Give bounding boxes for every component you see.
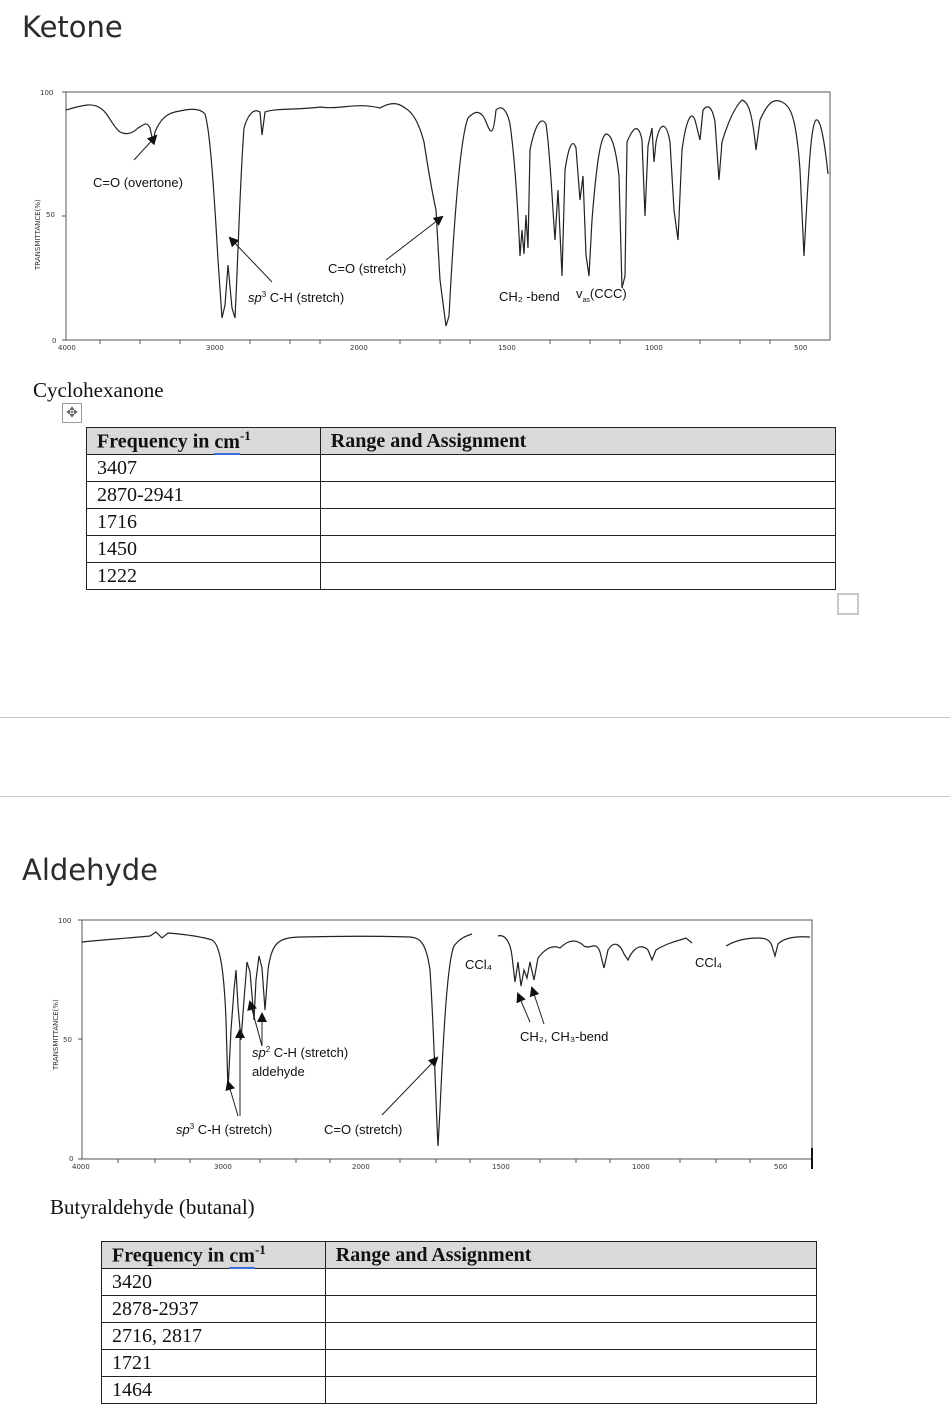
frequency-cell: 2878-2937	[102, 1296, 326, 1323]
assignment-cell[interactable]	[320, 455, 835, 482]
assignment-cell[interactable]	[320, 536, 835, 563]
table-row	[102, 1269, 817, 1296]
assignment-cell[interactable]	[320, 509, 835, 536]
table-row	[102, 1377, 817, 1404]
table-row	[102, 1296, 817, 1323]
ketone-ir-spectrum	[0, 80, 950, 355]
table-row	[87, 536, 836, 563]
table-row	[102, 1323, 817, 1350]
frequency-cell: 3407	[87, 455, 321, 482]
section-divider	[0, 717, 950, 718]
aldehyde-x-tick: 1500	[492, 1163, 510, 1171]
assignment-cell[interactable]	[320, 563, 835, 590]
ketone-frequency-table	[86, 427, 836, 590]
table-row	[102, 1350, 817, 1377]
ketone-y-axis-label: TRANSMITTANCE(%)	[34, 199, 42, 270]
aldehyde-annotation-sp3: $sp^3$ C-H (stretch)	[176, 1122, 273, 1137]
assignment-cell[interactable]	[325, 1296, 816, 1323]
ketone-annotation-ch2-bend: CH₂ -bend	[499, 289, 560, 304]
table-row	[87, 563, 836, 590]
ketone-heading: Ketone	[22, 10, 123, 44]
frequency-cell: 2870-2941	[87, 482, 321, 509]
ketone-annotation-sp3: $sp^3$ C-H (stretch)	[248, 290, 345, 305]
aldehyde-spectrum-trace	[82, 932, 472, 1146]
table-row	[87, 455, 836, 482]
aldehyde-annotation-ccl4-right: CCl₄	[695, 955, 722, 970]
aldehyde-annotation-sp2: $sp^2$ C-H (stretch)	[252, 1045, 349, 1060]
aldehyde-y-tick: 0	[69, 1155, 74, 1163]
aldehyde-x-tick: 4000	[72, 1163, 90, 1171]
frequency-cell: 1464	[102, 1377, 326, 1404]
aldehyde-x-tick: 500	[774, 1163, 788, 1171]
ketone-compound-name: Cyclohexanone	[33, 378, 164, 402]
move-arrows-icon[interactable]: ✥	[62, 403, 82, 423]
aldehyde-annotation-aldehyde: aldehyde	[252, 1064, 305, 1079]
ketone-x-tick: 500	[794, 344, 808, 352]
resize-handle-icon[interactable]	[837, 593, 859, 615]
ketone-annotation-vas-ccc: $v_{as}(CCC)$	[576, 286, 627, 304]
ketone-y-tick: 0	[52, 337, 57, 345]
frequency-cell: 2716, 2817	[102, 1323, 326, 1350]
aldehyde-x-tick: 2000	[352, 1163, 370, 1171]
frequency-column-header: Frequency in $cm^{-1}$	[102, 1242, 326, 1269]
aldehyde-annotation-co-stretch: C=O (stretch)	[324, 1122, 403, 1137]
ketone-annotation-co-stretch: C=O (stretch)	[328, 261, 407, 276]
aldehyde-x-tick: 1000	[632, 1163, 650, 1171]
ketone-x-tick: 1500	[498, 344, 516, 352]
aldehyde-annotation-ccl4-left: CCl₄	[465, 957, 492, 972]
ketone-spectrum-trace	[66, 100, 828, 326]
aldehyde-y-axis-label: TRANSMITTANCE(%)	[52, 999, 60, 1070]
ketone-x-tick: 2000	[350, 344, 368, 352]
assignment-cell[interactable]	[325, 1377, 816, 1404]
aldehyde-compound-name: Butyraldehyde (butanal)	[50, 1195, 255, 1219]
section-divider	[0, 796, 950, 797]
aldehyde-spectrum-trace	[498, 936, 692, 986]
ketone-annotation-overtone: C=O (overtone)	[93, 175, 183, 190]
assignment-cell[interactable]	[325, 1269, 816, 1296]
ketone-x-tick: 3000	[206, 344, 224, 352]
assignment-column-header: Range and Assignment	[325, 1242, 816, 1269]
aldehyde-ir-spectrum	[0, 910, 950, 1180]
ketone-y-tick: 100	[40, 89, 54, 97]
aldehyde-spectrum-trace	[726, 937, 810, 956]
table-header-row	[102, 1242, 817, 1269]
assignment-cell[interactable]	[320, 482, 835, 509]
frequency-cell: 1222	[87, 563, 321, 590]
frequency-cell: 3420	[102, 1269, 326, 1296]
aldehyde-y-tick: 50	[63, 1036, 72, 1044]
table-row	[87, 509, 836, 536]
table-header-row	[87, 428, 836, 455]
aldehyde-annotation-ch-bend: CH₂, CH₃-bend	[520, 1029, 609, 1044]
assignment-cell[interactable]	[325, 1323, 816, 1350]
frequency-column-header: Frequency in $cm^{-1}$	[87, 428, 321, 455]
frequency-cell: 1450	[87, 536, 321, 563]
aldehyde-heading: Aldehyde	[22, 853, 158, 887]
frequency-cell: 1716	[87, 509, 321, 536]
aldehyde-x-tick: 3000	[214, 1163, 232, 1171]
assignment-cell[interactable]	[325, 1350, 816, 1377]
aldehyde-frequency-table	[101, 1241, 817, 1404]
ketone-y-tick: 50	[46, 211, 55, 219]
frequency-cell: 1721	[102, 1350, 326, 1377]
ketone-x-tick: 4000	[58, 344, 76, 352]
aldehyde-y-tick: 100	[58, 917, 72, 925]
assignment-column-header: Range and Assignment	[320, 428, 835, 455]
ketone-x-tick: 1000	[645, 344, 663, 352]
table-row	[87, 482, 836, 509]
